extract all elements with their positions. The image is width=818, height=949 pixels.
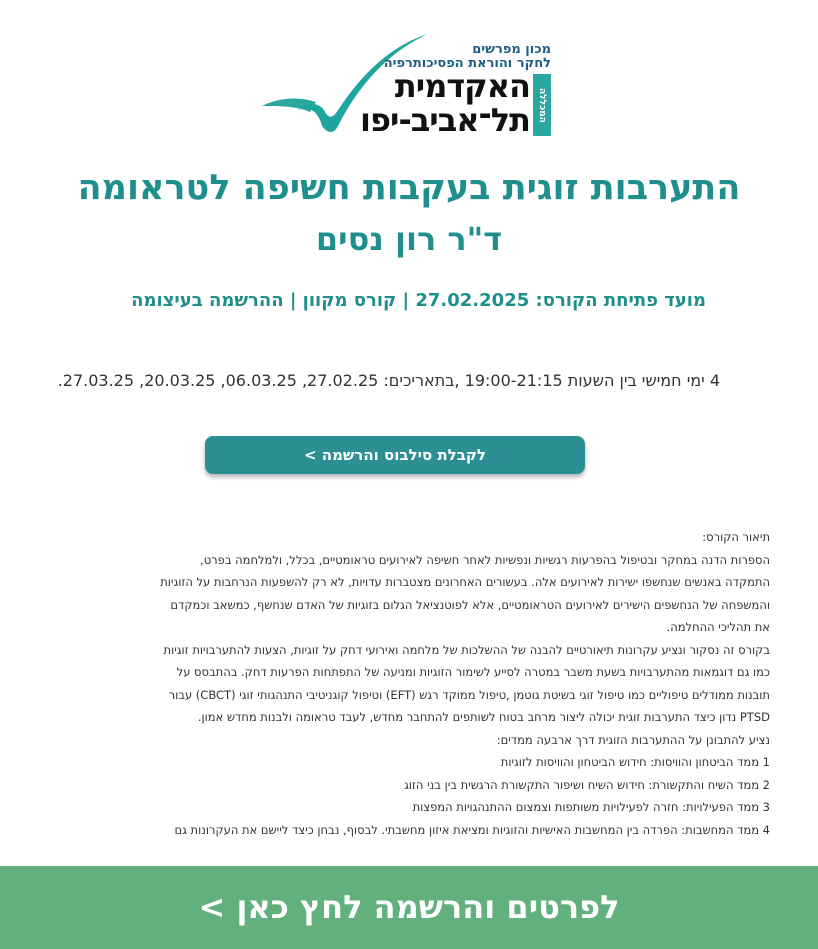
logo-line-3: האקדמית [394,67,530,105]
description-line: תיאור הקורס: [702,530,770,544]
description-line: PTSD נדון כיצד התערבות זוגית יכולה ליצור מרחב בטוח לשותפים להתחבר מחדש, לעבד טראומה ולבנות מחדש אמון. [197,710,770,724]
description-line: את תהליכי ההחלמה. [666,620,770,634]
description-line: 2 ממד השיח והתקשורת: חידוש השיח ושיפור התקשורת הרגשית בין בני הזוג [404,777,770,792]
lecturer-name: ד"ר רון נסים [315,220,503,258]
logo-line-1: מכון מפרשים [472,42,551,57]
description-line: והמשפחה של הנחשפים הישירים לאירועים הטראומטיים, אלא לפוטנציאל הגלום בזוגיות של האדם שנחשף, כמשאב וכמקדם [170,597,770,612]
institute-logo [258,22,558,147]
description-line: תובנות ממודלים טיפוליים כמו טיפול זוגי בשיטת גוטמן ,טיפול ממוקד רגש (EFT) וטיפול קוגניטיבי התנהגותי זוגי (CBCT) עבור [168,687,770,702]
description-line: בקורס זה נסקור ונציע עקרונות תיאורטיים להבנה של ההשלכות של מלחמה ואירועי דחק על זוגיות, הצעות להתערבויות זוגיות [163,642,770,657]
course-title: התערבות זוגית בעקבות חשיפה לטראומה [77,168,741,208]
schedule-line: 4 ימי חמישי בין השעות 19:00-21:15 ,בתאריכים: 27.02.25, 06.03.25, 20.03.25, 27.03.25. [57,371,720,390]
description-line: 4 ממד המחשבות: הפרדה בין המחשבות האישיות והזוגיות ומציאת איזון מחשבתי. לבסוף, נבחן כיצד ליישם את העקרונות גם [174,822,770,837]
course-description [30,526,770,841]
description-line: הספרות הדנה במחקר ובטיפול בהפרעות רגשיות ונפשיות לאחר חשיפה לאירועים טראומטיים, בכלל, ולמלחמה בפרט, [200,552,770,567]
logo-strip: המכללה [533,74,551,136]
syllabus-registration-button[interactable]: לקבלת סילבוס והרשמה > [205,436,585,474]
description-line: 3 ממד הפעילויות: חזרה לפעילויות משותפות וצמצום ההתנהגויות המפצות [412,800,770,814]
description-line: 1 ממד הביטחון והוויסות: חידוש הביטחון והוויסות לזוגיות [500,755,770,769]
logo-line-4: תל־אביב-יפו [360,101,530,139]
details-registration-footer-link[interactable]: לפרטים והרשמה לחץ כאן > [0,866,818,949]
description-line: התמקדה באנשים שנחשפו ישירות לאירועים אלה. בעשורים האחרונים מצטברות עדויות, לא רק להשפעות הנרחבות על הזוגיות [160,575,770,589]
description-line: נציע להתבונן על ההתערבות הזוגית דרך ארבעה ממדים: [496,732,770,747]
description-line: כמו גם דוגמאות מהתערבויות בשעת משבר במטרה לסייע לשימור הזוגיות ומניעה של התפתחות הפרעות דחק. בהתבסס על [176,665,770,679]
logo-line-2: לחקר והוראת הפסיכותרפיה [383,56,551,71]
opening-date-line: מועד פתיחת הקורס: 27.02.2025 | קורס מקוון | ההרשמה בעיצומה [131,290,706,311]
